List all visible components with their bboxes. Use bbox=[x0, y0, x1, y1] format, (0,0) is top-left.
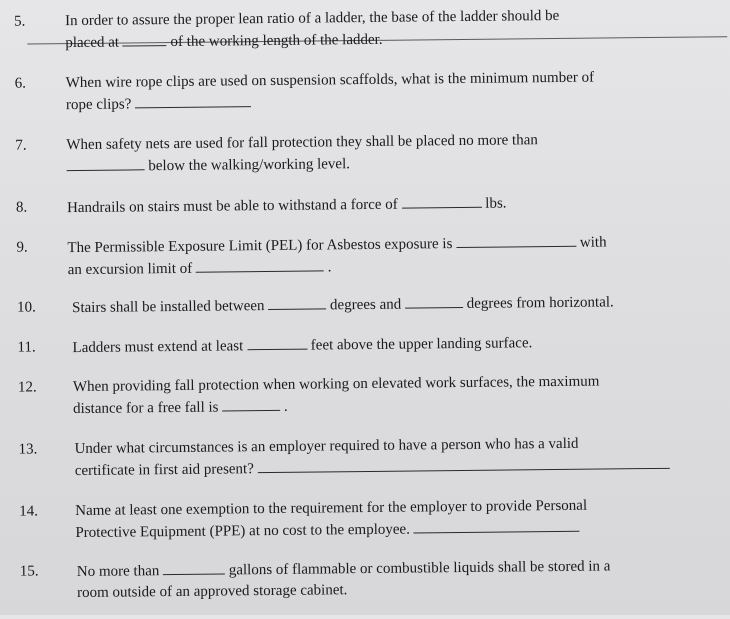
answer-blank[interactable] bbox=[401, 193, 481, 209]
question-text: . bbox=[327, 259, 332, 276]
question-text: Handrails on stairs must be able to withstand a force of bbox=[66, 196, 398, 217]
question-number: 11. bbox=[17, 339, 36, 356]
question-text: of the working length of the ladder. bbox=[170, 31, 383, 51]
answer-blank[interactable] bbox=[135, 92, 251, 108]
question-text: When safety nets are used for fall protection they shall be placed no more than bbox=[66, 132, 538, 154]
question-12 bbox=[1, 370, 730, 418]
question-number: 12. bbox=[17, 379, 37, 396]
question-text: When wire rope clips are used on suspension scaffolds, what is the minimum number of bbox=[65, 69, 595, 92]
question-text: certificate in first aid present? bbox=[74, 461, 254, 480]
answer-blank[interactable] bbox=[123, 31, 167, 46]
question-text: gallons of flammable or combustible liquids shall be stored in a bbox=[228, 558, 611, 579]
question-text: distance for a free fall is bbox=[73, 399, 219, 418]
question-number: 14. bbox=[19, 503, 39, 520]
question-text: Protective Equipment (PPE) at no cost to the employee. bbox=[75, 521, 411, 542]
question-text: degrees from horizontal. bbox=[466, 294, 614, 312]
question-text: rope clips? bbox=[65, 96, 132, 114]
answer-blank[interactable] bbox=[66, 155, 144, 171]
question-text: Stairs shall be installed between bbox=[71, 298, 265, 317]
answer-blank[interactable] bbox=[196, 256, 324, 272]
question-number: 9. bbox=[16, 239, 28, 256]
question-number: 13. bbox=[18, 441, 38, 458]
answer-blank[interactable] bbox=[456, 232, 576, 248]
answer-blank[interactable] bbox=[405, 293, 463, 309]
question-number: 15. bbox=[19, 563, 39, 580]
question-11 bbox=[0, 330, 730, 357]
question-text: room outside of an approved storage cabinet. bbox=[76, 582, 348, 602]
question-text: In order to assure the proper lean ratio of a ladder, the base of the ladder should be bbox=[64, 7, 560, 30]
question-text: Name at least one exemption to the requirement for the employer to provide Personal bbox=[75, 497, 588, 520]
question-number: 6. bbox=[14, 75, 27, 92]
question-number: 10. bbox=[16, 299, 36, 316]
question-text: with bbox=[579, 234, 607, 251]
question-text: The Permissible Exposure Limit (PEL) for Asbestos exposure is bbox=[67, 236, 453, 257]
answer-blank[interactable] bbox=[222, 396, 280, 412]
question-number: 5. bbox=[13, 13, 26, 30]
question-text: No more than bbox=[76, 563, 160, 581]
question-9 bbox=[0, 230, 729, 279]
question-8 bbox=[0, 190, 729, 217]
question-text: degrees and bbox=[329, 296, 402, 314]
question-15 bbox=[3, 554, 730, 602]
question-number: 7. bbox=[15, 137, 27, 154]
answer-blank[interactable] bbox=[414, 517, 580, 534]
question-10 bbox=[0, 290, 730, 317]
answer-blank[interactable] bbox=[163, 559, 225, 575]
question-14 bbox=[2, 494, 730, 542]
question-7 bbox=[0, 128, 728, 175]
question-5 bbox=[0, 4, 727, 52]
question-text: . bbox=[283, 398, 288, 415]
question-text: Ladders must extend at least bbox=[72, 338, 244, 357]
question-text: placed at bbox=[65, 34, 120, 52]
question-text: feet above the upper landing surface. bbox=[310, 335, 533, 354]
question-text: When providing fall protection when working on elevated work surfaces, the maximum bbox=[72, 373, 600, 396]
question-6 bbox=[0, 66, 728, 114]
answer-blank[interactable] bbox=[257, 454, 669, 473]
answer-blank[interactable] bbox=[247, 335, 307, 351]
question-text: below the walking/working level. bbox=[148, 156, 351, 175]
question-text: Under what circumstances is an employer required to have a person who has a valid bbox=[74, 435, 579, 458]
answer-blank[interactable] bbox=[268, 294, 326, 310]
question-text: lbs. bbox=[485, 195, 507, 212]
question-text: an excursion limit of bbox=[67, 260, 193, 279]
question-number: 8. bbox=[15, 199, 28, 216]
question-13 bbox=[1, 432, 730, 480]
